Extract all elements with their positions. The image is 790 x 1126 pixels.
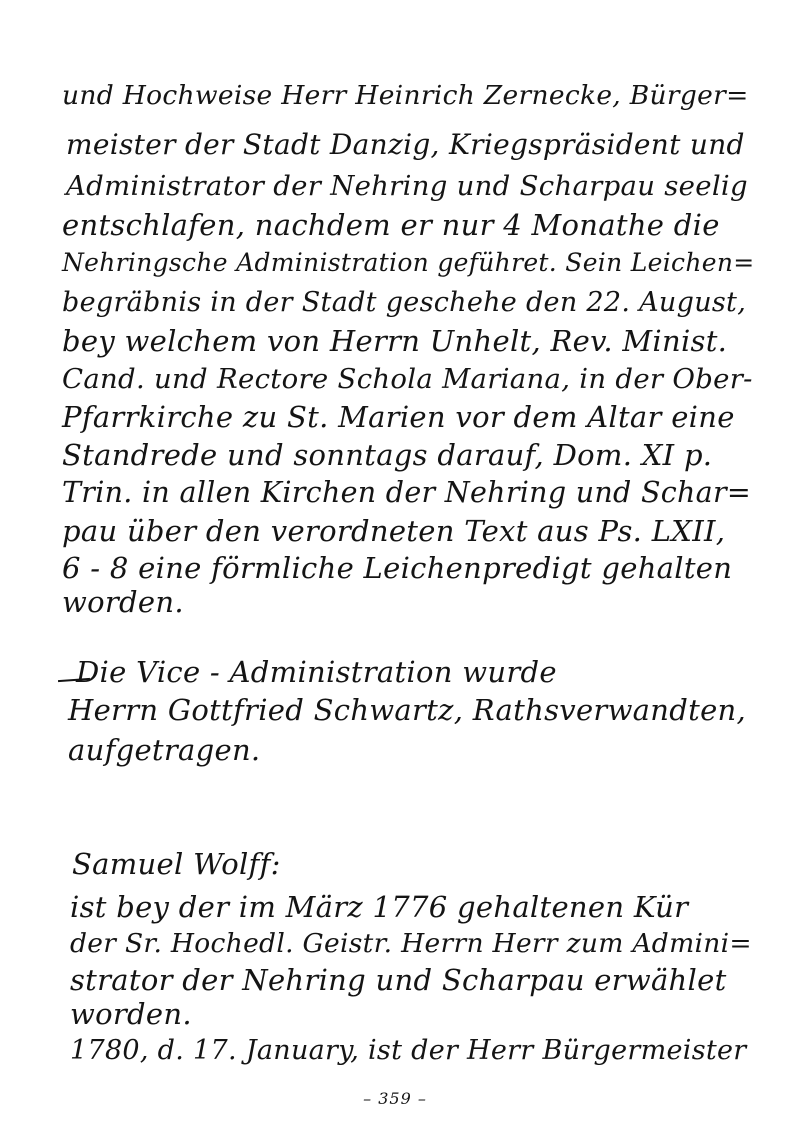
page-number: – 359 – (363, 1089, 427, 1108)
text-line: entschlafen, nachdem er nur 4 Monathe die (62, 208, 720, 242)
text-line: strator der Nehring und Scharpau erwählet (70, 963, 727, 997)
section-heading: Samuel Wolff: (72, 847, 281, 881)
text-line: Die Vice - Administration wurde (76, 655, 557, 689)
text-line: Trin. in allen Kirchen der Nehring und Schar= (62, 476, 752, 509)
text-line: 6 - 8 eine förmliche Leichenpredigt gehalten (62, 551, 733, 585)
text-line: Nehringsche Administration geführet. Sein Leichen= (62, 248, 755, 277)
text-line: pau über den verordneten Text aus Ps. LXII, (62, 514, 726, 548)
text-line: ist bey der im März 1776 gehaltenen Kür (70, 890, 689, 924)
text-line: Administrator der Nehring und Scharpau seelig (66, 170, 748, 202)
text-line: worden. (70, 997, 192, 1031)
text-line: Cand. und Rectore Schola Mariana, in der Ober- (62, 363, 753, 395)
text-line: worden. (62, 585, 184, 619)
text-line: der Sr. Hochedl. Geistr. Herrn Herr zum Admini= (70, 928, 752, 959)
text-line: meister der Stadt Danzig, Kriegspräsident und (66, 128, 745, 161)
text-line: Herrn Gottfried Schwartz, Rathsverwandten, (68, 693, 747, 727)
text-line: 1780, d. 17. January, ist der Herr Bürgermeister (70, 1035, 747, 1066)
text-line: begräbnis in der Stadt geschehe den 22. August, (62, 287, 747, 318)
text-line: Standrede und sonntags darauf, Dom. XI p. (62, 438, 713, 472)
text-line: bey welchem von Herrn Unhelt, Rev. Minist. (62, 324, 728, 358)
text-line: Pfarrkirche zu St. Marien vor dem Altar eine (62, 400, 735, 434)
text-line: und Hochweise Herr Heinrich Zernecke, Bürger= (62, 80, 749, 111)
text-line: aufgetragen. (68, 733, 261, 767)
